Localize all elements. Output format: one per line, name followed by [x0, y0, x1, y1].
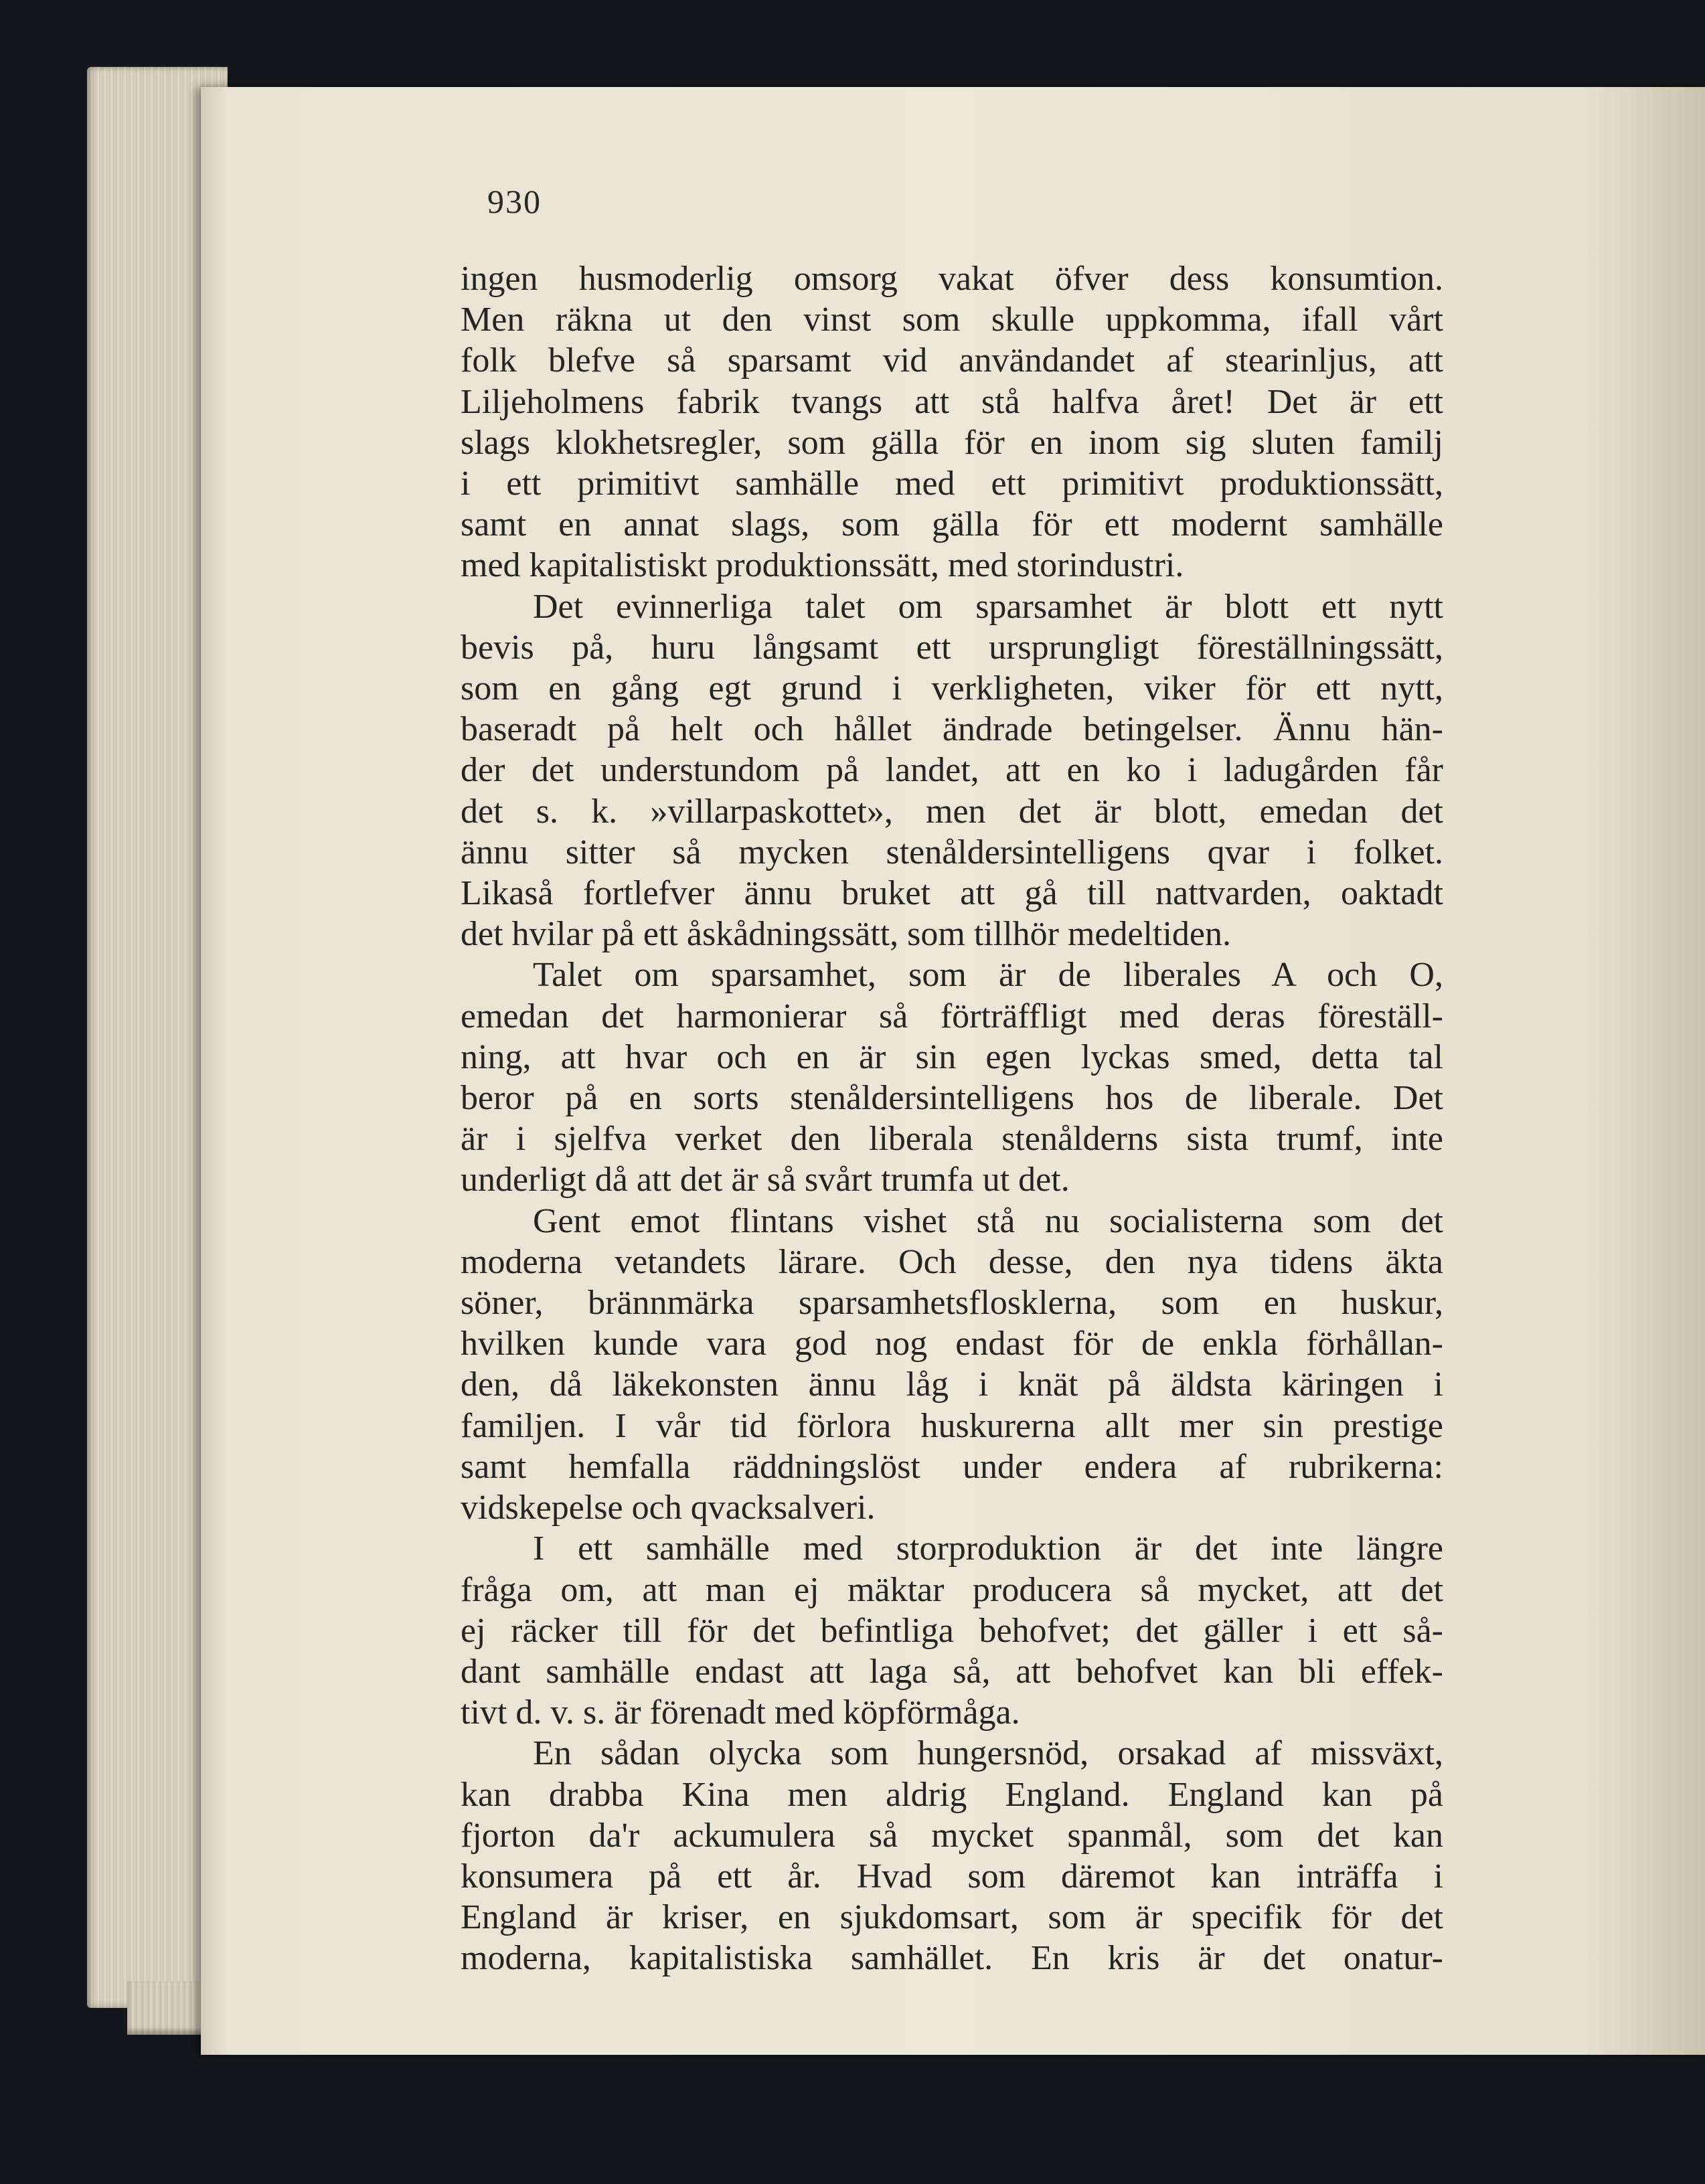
- text-line: som en gång egt grund i verkligheten, viker för ett nytt,: [461, 669, 1443, 708]
- text-line: fråga om, att man ej mäktar producera så mycket, att det: [461, 1570, 1443, 1609]
- text-line: samt en annat slags, som gälla för ett modernt samhälle: [461, 505, 1443, 544]
- text-line: familjen. I vår tid förlora huskurerna allt mer sin prestige: [461, 1406, 1443, 1445]
- text-line: tivt d. v. s. är förenadt med köpförmåga.: [461, 1693, 1020, 1732]
- text-line: den, då läkekonsten ännu låg i knät på äldsta käringen i: [461, 1365, 1443, 1404]
- text-line: hvilken kunde vara god nog endast för de enkla förhållan-: [461, 1325, 1443, 1363]
- text-line: ännu sitter så mycken stenåldersintelligens qvar i folket.: [461, 833, 1443, 871]
- text-line: der det understundom på landet, att en ko i ladugården får: [461, 751, 1443, 790]
- text-line: Liljeholmens fabrik tvangs att stå halfva året! Det är ett: [461, 382, 1443, 421]
- paragraph-3: [461, 954, 1443, 1200]
- paragraph-1: [461, 258, 1443, 586]
- text-line: folk blefve så sparsamt vid användandet af stearinljus, att: [461, 341, 1443, 380]
- text-line: det hvilar på ett åskådningssätt, som tillhör medeltiden.: [461, 915, 1231, 954]
- text-line: dant samhälle endast att laga så, att behofvet kan bli effek-: [461, 1652, 1443, 1691]
- page-number: 930: [487, 183, 542, 220]
- text-line: är i sjelfva verket den liberala stenålderns sista trumf, inte: [461, 1120, 1443, 1159]
- body-text: [461, 258, 1443, 1979]
- text-line: baseradt på helt och hållet ändrade betingelser. Ännu hän-: [461, 710, 1443, 749]
- text-line: ej räcker till för det befintliga behofvet; det gäller i ett så-: [461, 1611, 1443, 1650]
- text-line: ingen husmoderlig omsorg vakat öfver dess konsumtion.: [461, 260, 1443, 298]
- paragraph-4: [461, 1201, 1443, 1529]
- text-line: i ett primitivt samhälle med ett primitivt produktionssätt,: [461, 465, 1443, 503]
- text-line: Men räkna ut den vinst som skulle uppkomma, ifall vårt: [461, 301, 1443, 339]
- text-line: med kapitalistiskt produktionssätt, med storindustri.: [461, 546, 1184, 585]
- text-line: Det evinnerliga talet om sparsamhet är blott ett nytt: [533, 587, 1443, 626]
- text-line: moderna, kapitalistiska samhället. En kris är det onatur-: [461, 1939, 1443, 1978]
- text-line: moderna vetandets lärare. Och desse, den nya tidens äkta: [461, 1242, 1443, 1281]
- text-line: kan drabba Kina men aldrig England. England kan på: [461, 1775, 1443, 1814]
- text-line: slags klokhetsregler, som gälla för en inom sig sluten familj: [461, 423, 1443, 462]
- text-line: emedan det harmonierar så förträffligt med deras föreställ-: [461, 997, 1443, 1035]
- paragraph-6: [461, 1733, 1443, 1979]
- text-line: Likaså fortlefver ännu bruket att gå till nattvarden, oaktadt: [461, 874, 1443, 913]
- text-line: konsumera på ett år. Hvad som däremot kan inträffa i: [461, 1857, 1443, 1896]
- text-line: Talet om sparsamhet, som är de liberales A och O,: [533, 956, 1443, 995]
- text-line: bevis på, huru långsamt ett ursprungligt föreställningssätt,: [461, 628, 1443, 667]
- text-line: vidskepelse och qvacksalveri.: [461, 1489, 876, 1527]
- paragraph-5: [461, 1528, 1443, 1733]
- paragraph-2: [461, 586, 1443, 955]
- text-line: Gent emot flintans vishet stå nu socialisterna som det: [533, 1201, 1443, 1240]
- text-line: det s. k. »villarpaskottet», men det är blott, emedan det: [461, 792, 1443, 831]
- text-line: samt hemfalla räddningslöst under endera af rubrikerna:: [461, 1447, 1443, 1486]
- text-line: I ett samhälle med storproduktion är det inte längre: [533, 1529, 1443, 1568]
- text-line: En sådan olycka som hungersnöd, orsakad af missväxt,: [533, 1734, 1443, 1773]
- text-line: England är kriser, en sjukdomsart, som är specifik för det: [461, 1898, 1443, 1937]
- text-line: underligt då att det är så svårt trumfa ut det.: [461, 1161, 1070, 1199]
- text-line: fjorton da'r ackumulera så mycket spanmål, som det kan: [461, 1816, 1443, 1855]
- text-line: söner, brännmärka sparsamhetsflosklerna, som en huskur,: [461, 1284, 1443, 1323]
- text-line: beror på en sorts stenåldersintelligens hos de liberale. Det: [461, 1079, 1443, 1118]
- text-line: ning, att hvar och en är sin egen lyckas smed, detta tal: [461, 1037, 1443, 1076]
